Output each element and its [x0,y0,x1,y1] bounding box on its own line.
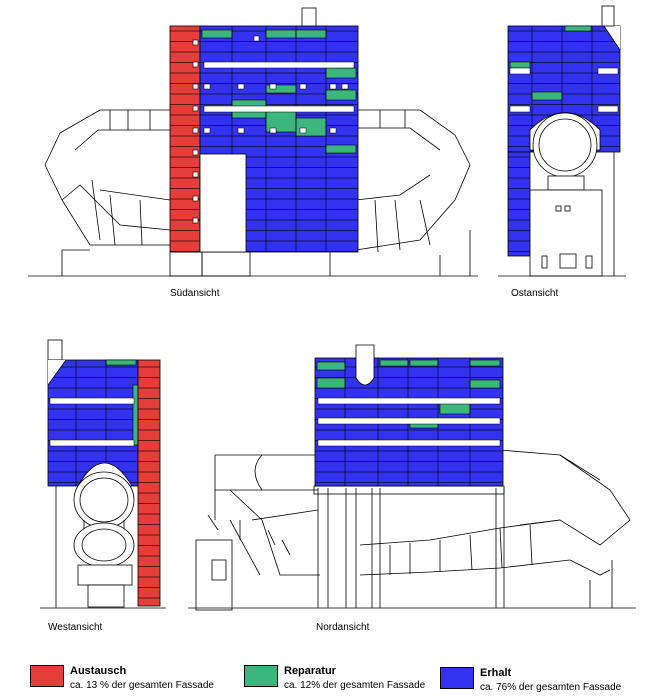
legend-title: Erhalt [480,667,512,679]
legend-title: Austausch [70,665,127,677]
legend-swatch-austausch [30,665,64,687]
view-label-south: Südansicht [170,288,220,299]
west-elevation [40,340,166,608]
east-elevation [498,6,626,276]
view-label-east: Ostansicht [511,288,559,299]
legend-subtitle: ca. 13 % der gesamten Fassade [70,680,214,691]
legend-swatch-erhalt [440,667,474,689]
legend-swatch-reparatur [244,665,278,687]
view-label-north: Nordansicht [316,622,370,633]
legend-subtitle: ca. 76% der gesamten Fassade [480,682,622,693]
legend-subtitle: ca. 12% der gesamten Fassade [284,680,426,691]
view-label-west: Westansicht [48,622,103,633]
north-elevation [188,345,636,610]
legend-title: Reparatur [284,665,336,677]
